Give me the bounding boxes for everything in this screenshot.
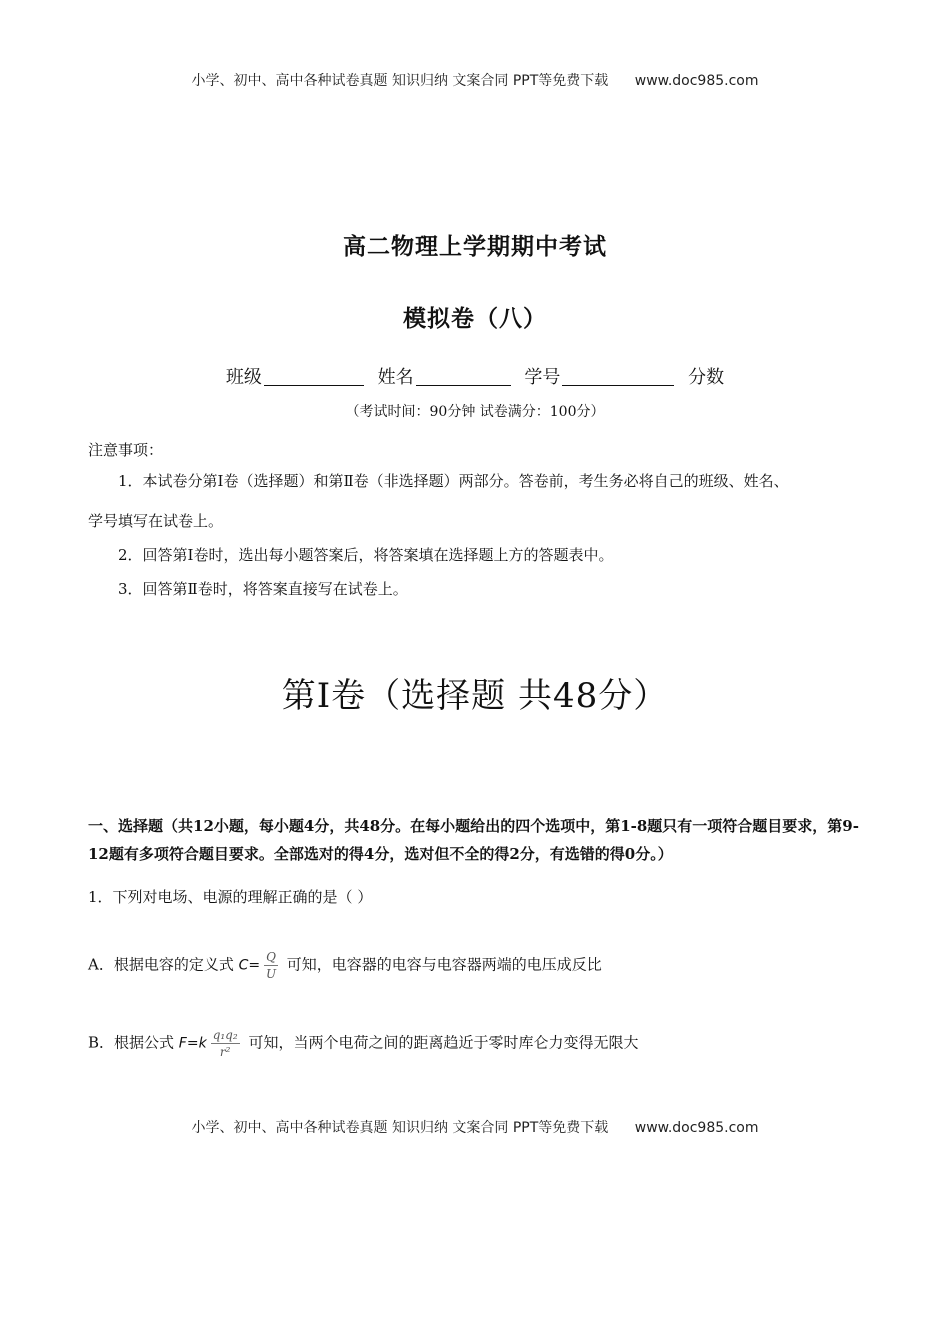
- exam-time-info: （考试时间：90分钟 试卷满分：100分）: [345, 404, 605, 420]
- option-a-suffix: 可知，电容器的电容与电容器两端的电压成反比: [281, 955, 602, 974]
- footer-url[interactable]: www.doc985.com: [634, 1120, 759, 1136]
- class-blank: [264, 367, 364, 386]
- option-a-frac-den: U: [265, 967, 277, 981]
- class-label: 班级: [225, 367, 262, 388]
- header-url[interactable]: www.doc985.com: [634, 73, 759, 89]
- question-instructions: 一、选择题（共12小题，每小题4分，共48分。在每小题给出的四个选项中，第1-8题只有一项符合题目要求，第9-12题有多项符合题目要求。全部选对的得4分，选对但不全的得2分，有选错的得0分。）: [88, 817, 859, 863]
- question-1: 1．下列对电场、电源的理解正确的是（ ）: [88, 888, 373, 906]
- option-b-suffix: 可知，当两个电荷之间的距离趋近于零时库仑力变得无限大: [243, 1033, 639, 1052]
- option-a-formula-lhs: C=: [238, 957, 261, 974]
- page-footer: [0, 1117, 950, 1137]
- header-text: 小学、初中、高中各种试卷真题 知识归纳 文案合同 PPT等免费下载: [191, 73, 609, 89]
- notice-item-3: 3．回答第Ⅱ卷时，将答案直接写在试卷上。: [118, 580, 408, 598]
- option-a-fraction: [264, 950, 278, 981]
- option-a: [88, 950, 602, 981]
- option-b-prefix: B．根据公式: [88, 1033, 179, 1052]
- option-b: [88, 1028, 638, 1059]
- footer-text: 小学、初中、高中各种试卷真题 知识归纳 文案合同 PPT等免费下载: [191, 1120, 609, 1136]
- score-label: 分数: [688, 367, 725, 388]
- id-label: 学号: [524, 367, 561, 388]
- option-b-formula-lhs: F=k: [178, 1035, 207, 1052]
- notice-item-2: 2．回答第Ⅰ卷时，选出每小题答案后，将答案填在选择题上方的答题表中。: [118, 546, 614, 564]
- option-a-frac-num: Q: [266, 950, 276, 964]
- id-blank: [562, 367, 674, 386]
- notice-item-1-cont: 学号填写在试卷上。: [88, 512, 224, 530]
- name-blank: [416, 367, 511, 386]
- section-title: 第Ⅰ卷（选择题 共48分）: [281, 676, 669, 716]
- option-b-frac-num: q₁q₂: [212, 1028, 238, 1042]
- option-b-fraction: [211, 1028, 240, 1059]
- exam-title: 高二物理上学期期中考试: [343, 233, 607, 260]
- notice-heading: 注意事项：: [88, 441, 164, 459]
- page-header: [0, 70, 950, 90]
- name-label: 姓名: [377, 367, 414, 388]
- student-info-line: [0, 363, 950, 389]
- notice-item-1: 1．本试卷分第Ⅰ卷（选择题）和第Ⅱ卷（非选择题）两部分。答卷前，考生务必将自己的班级、姓名、: [118, 472, 789, 490]
- exam-subtitle: 模拟卷（八）: [403, 305, 547, 332]
- option-b-frac-den: r²: [219, 1045, 231, 1059]
- option-a-prefix: A．根据电容的定义式: [88, 955, 239, 974]
